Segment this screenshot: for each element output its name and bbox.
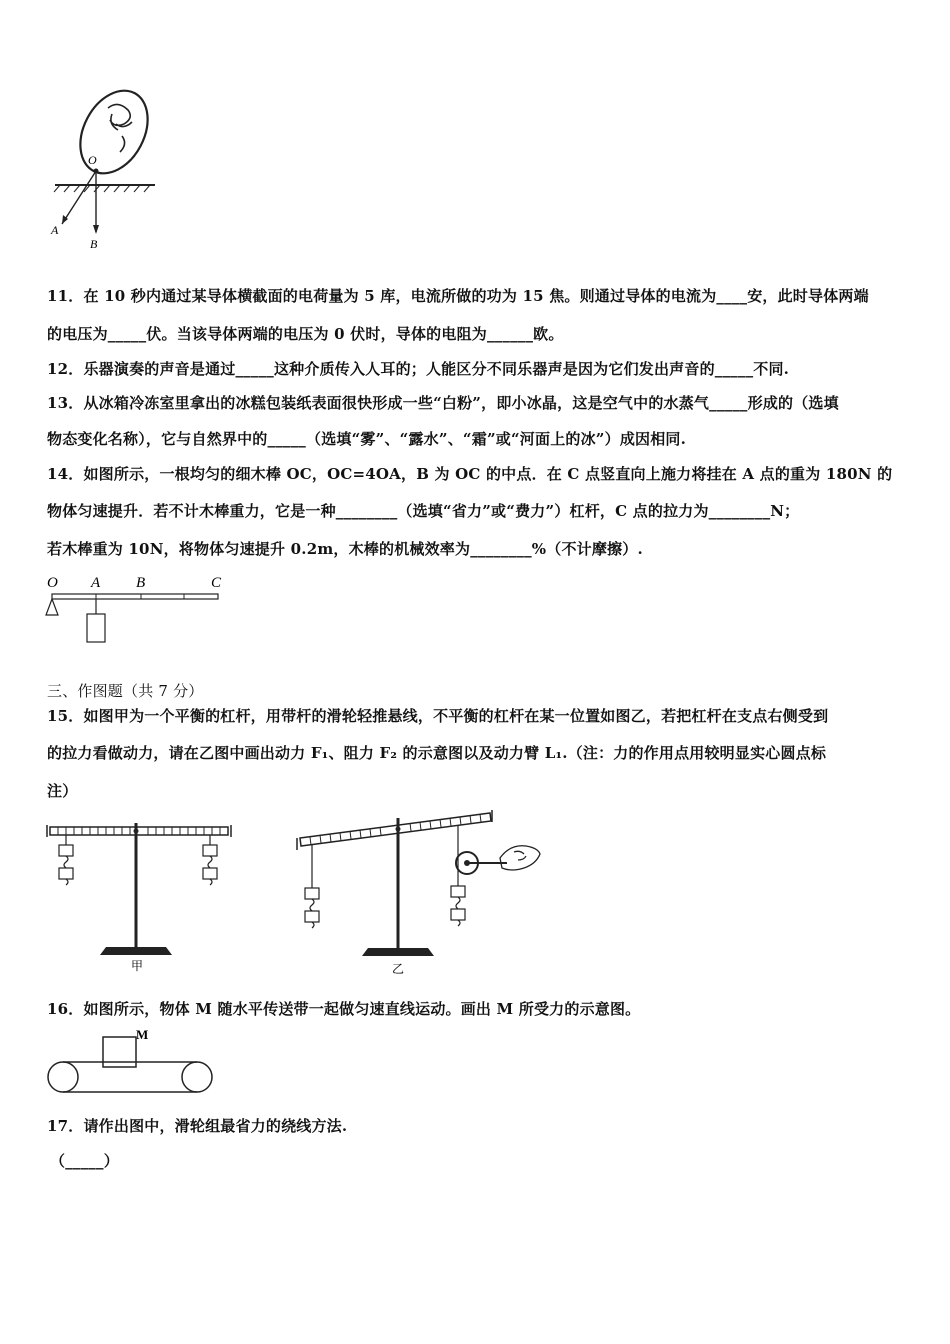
- stand-base-jia: [100, 947, 172, 955]
- lever-label-o: O: [47, 575, 58, 591]
- label-a: A: [51, 223, 59, 237]
- stand-base-yi: [362, 948, 434, 956]
- lever-label-c: C: [211, 575, 222, 591]
- label-jia: 甲: [131, 959, 144, 973]
- q11-line1: 11．在 10 秒内通过某导体横截面的电荷量为 5 库，电流所做的功为 15 焦。则通过导体的电流为____安，此时导体两端: [47, 287, 869, 305]
- weights-left-jia: [59, 835, 73, 885]
- label-m: M: [136, 1027, 149, 1042]
- hanging-weight: [87, 614, 105, 642]
- q17-line1: 17．请作出图中，滑轮组最省力的绕线方法.: [47, 1117, 348, 1135]
- weights-left-yi: [305, 844, 319, 928]
- lever-bar-jia: [50, 827, 228, 835]
- q15-line3: 注）: [47, 782, 78, 800]
- q14-line1: 14．如图所示，一根均匀的细木棒 OC，OC=4OA，B 为 OC 的中点．在 C 点竖直向上施力将挂在 A 点的重为 180N 的: [47, 465, 893, 483]
- fulcrum-triangle: [46, 599, 58, 615]
- weights-right-jia: [203, 835, 217, 885]
- q14-line2: 物体匀速提升．若不计木棒重力，它是一种________（选填“省力”或“费力”）杠杆，C 点的拉力为________N；: [47, 502, 800, 520]
- q16-line1: 16．如图所示，物体 M 随水平传送带一起做匀速直线运动。画出 M 所受力的示意图。: [47, 1000, 641, 1018]
- q14-line3: 若木棒重为 10N，将物体匀速提升 0.2m，木棒的机械效率为________%（不计摩擦）.: [47, 540, 643, 558]
- figure-ellipse-forces: [50, 84, 165, 254]
- figure-conveyor: [44, 1025, 219, 1095]
- force-arrow-a: [62, 171, 96, 224]
- section3-heading: 三、作图题（共 7 分）: [47, 682, 204, 700]
- lever-bar-yi: [300, 813, 491, 846]
- roller-left: [48, 1062, 78, 1092]
- surface-hatch: [54, 185, 150, 192]
- ellipse-object: [67, 84, 161, 185]
- figure-lever-jia: [44, 815, 244, 975]
- weights-right-yi: [451, 825, 465, 926]
- lever-bar: [52, 594, 218, 599]
- q11-line2: 的电压为_____伏。当该导体两端的电压为 0 伏时，导体的电阻为______欧。: [47, 325, 564, 343]
- label-b: B: [90, 237, 98, 251]
- q17-answer-blank: （_____）: [50, 1152, 119, 1170]
- label-yi: 乙: [392, 962, 405, 976]
- label-o: O: [88, 153, 97, 167]
- figure-lever-yi: [292, 808, 554, 978]
- q13-line1: 13．从冰箱冷冻室里拿出的冰糕包装纸表面很快形成一些“白粉”，即小冰晶，这是空气中的水蒸气_____形成的（选填: [47, 394, 839, 412]
- hand-sketch: [500, 846, 540, 870]
- ellipse-sketch: [108, 104, 132, 152]
- q15-line2: 的拉力看做动力，请在乙图中画出动力 F₁、阻力 F₂ 的示意图以及动力臂 L₁.（注：力的作用点用较明显实心圆点标: [47, 744, 827, 762]
- figure-lever-oc: [44, 570, 234, 650]
- lever-label-a: A: [91, 575, 101, 591]
- lever-label-b: B: [136, 575, 146, 591]
- q15-line1: 15．如图甲为一个平衡的杠杆，用带杆的滑轮轻推悬线，不平衡的杠杆在某一位置如图乙，若把杠杆在支点右侧受到: [47, 707, 829, 725]
- q13-line2: 物态变化名称），它与自然界中的_____（选填“雾”、“露水”、“霜”或“河面上的冰”）成因相同.: [47, 430, 687, 448]
- q12-line1: 12．乐器演奏的声音是通过_____这种介质传入人耳的；人能区分不同乐器声是因为它们发出声音的_____不同.: [47, 360, 790, 378]
- roller-right: [182, 1062, 212, 1092]
